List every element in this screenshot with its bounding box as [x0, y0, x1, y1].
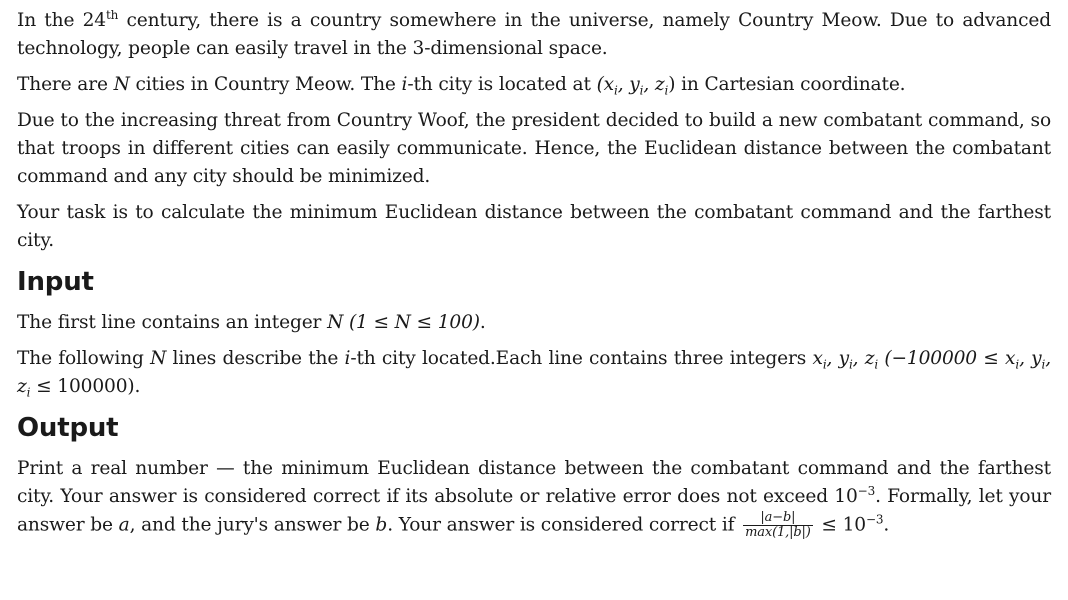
subscript: i — [1041, 357, 1046, 372]
text: -th city located.Each line contains three integers — [350, 348, 813, 369]
math-a: a — [118, 514, 130, 536]
math: ) — [668, 74, 676, 95]
text: , and the jury's answer be — [129, 514, 376, 536]
text: The first line contains an integer — [17, 312, 328, 333]
subscript: i — [874, 357, 879, 372]
text: The following — [17, 348, 151, 369]
output-heading: Output — [17, 413, 119, 443]
text: ≤ 10 — [815, 514, 866, 536]
math: , y — [1019, 348, 1042, 369]
threat-paragraph: Due to the increasing threat from Country Woof, the president decided to build a new combatant command, so that troops in different cities can easily communicate. Hence, the Euclidean distance between the combatant command and any city should be minimized. — [17, 110, 1051, 187]
subscript: i — [639, 83, 644, 98]
task-paragraph: Your task is to calculate the minimum Euclidean distance between the combatant command and the farthest city. — [17, 202, 1051, 251]
intro-text-end: century, there is a country somewhere in the universe, namely Country Meow. Due to advanced technology, people can easily travel in the 3-dimensional space. — [17, 10, 1051, 59]
math-N: N — [150, 348, 167, 369]
fraction-denominator: max(1,|b|) — [745, 525, 811, 540]
math: ≤ 100000). — [30, 376, 141, 397]
math: (−100000 ≤ x — [878, 348, 1016, 369]
ordinal-superscript: th — [105, 7, 119, 22]
text: Print a real number — the minimum Euclidean distance between the combatant command and the farthest city. Your answer is considered correct if its absolute or relative error does not exceed 10 — [17, 458, 1051, 507]
coordinate-formula — [596, 74, 676, 98]
text: . — [883, 514, 890, 536]
math-i: i — [401, 74, 408, 95]
exponent: −3 — [865, 512, 884, 527]
math: (x — [596, 74, 615, 95]
math-i: i — [344, 348, 351, 369]
problem-statement — [17, 7, 1051, 548]
output-paragraph — [17, 455, 1051, 540]
subscript: i — [1015, 357, 1020, 372]
input-line-1 — [17, 309, 1051, 337]
intro-text-start: In the 24 — [17, 10, 106, 31]
input-line-2 — [17, 345, 1051, 401]
input-heading: Input — [17, 267, 94, 297]
math: , y — [617, 74, 640, 95]
subscript: i — [664, 83, 669, 98]
subscript: i — [848, 357, 853, 372]
error-fraction — [743, 511, 813, 540]
subscript: i — [26, 385, 31, 400]
math: x — [812, 348, 823, 369]
exponent: −3 — [857, 483, 876, 498]
math: , y — [826, 348, 849, 369]
math-b: b — [375, 514, 388, 536]
math: , z — [17, 348, 1051, 397]
text: . — [479, 312, 486, 333]
subscript: i — [614, 83, 618, 98]
subscript: i — [822, 357, 827, 372]
variables-formula — [812, 348, 879, 372]
text: . Your answer is considered correct if — [387, 514, 741, 536]
text: cities in Country Meow. The — [129, 74, 402, 95]
cities-paragraph — [17, 71, 1051, 99]
math-N: N — [113, 74, 130, 95]
text: lines describe the — [166, 348, 345, 369]
text: . Formally, let your answer be — [17, 486, 1051, 536]
text: -th city is located at — [407, 74, 597, 95]
math: , z — [643, 74, 665, 95]
text: There are — [17, 74, 114, 95]
text: in Cartesian coordinate. — [675, 74, 906, 95]
math-range: (1 ≤ N ≤ 100) — [343, 312, 480, 333]
fraction-numerator: |a−b| — [743, 511, 813, 526]
math: , z — [852, 348, 875, 369]
intro-paragraph — [17, 7, 1051, 63]
math-N: N — [327, 312, 344, 333]
